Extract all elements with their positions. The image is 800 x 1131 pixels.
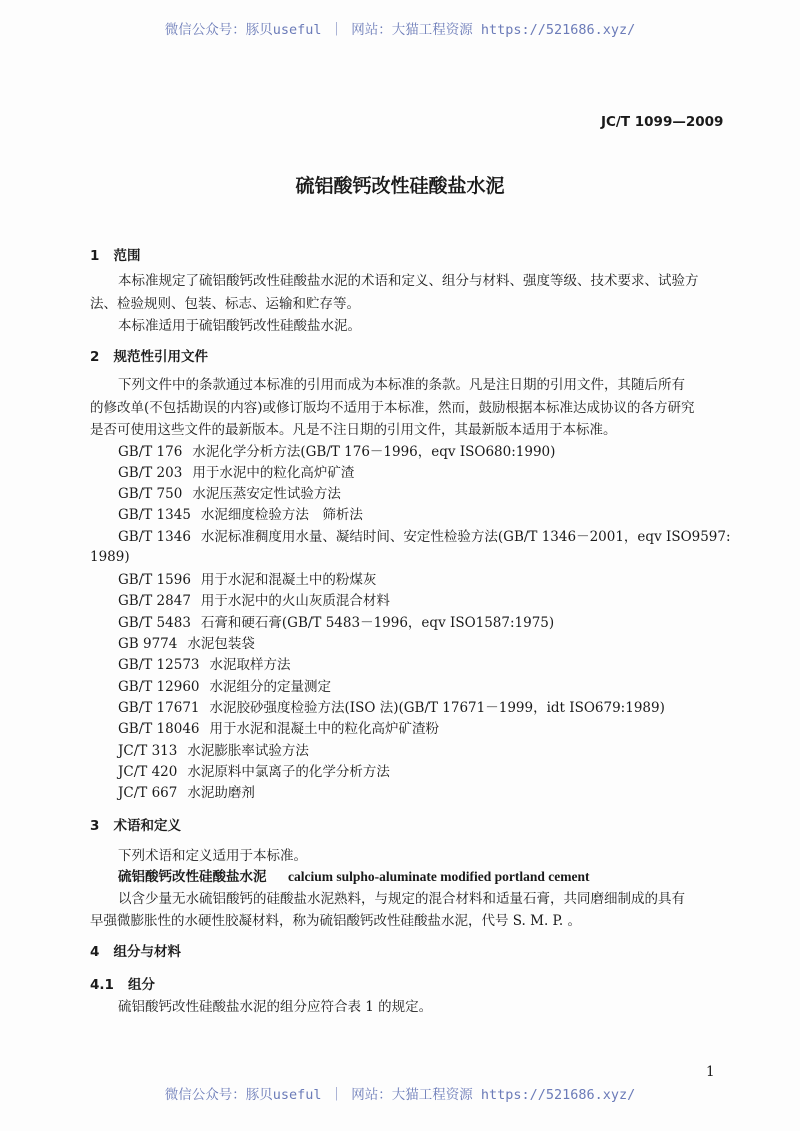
reference-continuation: 1989)	[90, 549, 130, 565]
subsection-4-1-heading: 4.1 组分	[90, 977, 156, 993]
reference-code: GB/T 18046	[118, 721, 200, 737]
standard-number: JC/T 1099—2009	[601, 114, 724, 130]
reference-item	[118, 485, 341, 503]
reference-title: 用于水泥中的粒化高炉矿渣	[192, 465, 355, 481]
reference-item	[118, 784, 255, 802]
reference-title: 水泥包装袋	[187, 636, 255, 652]
reference-code: JC/T 667	[118, 785, 178, 801]
paragraph: 本标准规定了硫铝酸钙改性硅酸盐水泥的术语和定义、组分与材料、强度等级、技术要求、试验方	[118, 273, 699, 289]
reference-item	[118, 635, 255, 653]
reference-title: 用于水泥中的火山灰质混合材料	[200, 593, 390, 609]
reference-title: 水泥原料中氯离子的化学分析方法	[187, 764, 390, 780]
reference-item	[118, 720, 439, 738]
reference-title: 水泥膨胀率试验方法	[187, 743, 309, 759]
reference-code: JC/T 313	[118, 743, 178, 759]
reference-item	[118, 506, 363, 524]
section-1-heading: 1 范围	[90, 248, 141, 264]
reference-item	[118, 443, 555, 461]
reference-title: 水泥标准稠度用水量、凝结时间、安定性检验方法(GB/T 1346－2001，eqv ISO9597:	[200, 529, 731, 545]
paragraph: 的修改单(不包括勘误的内容)或修订版均不适用于本标准，然而，鼓励根据本标准达成协议的各方研究	[90, 400, 695, 416]
term-definition: 早强微膨胀性的水硬性胶凝材料，称为硫铝酸钙改性硅酸盐水泥，代号 S. M. P. 。	[90, 913, 581, 929]
reference-item	[118, 464, 354, 482]
reference-code: GB/T 1345	[118, 507, 191, 523]
section-4-heading: 4 组分与材料	[90, 944, 182, 960]
reference-title: 水泥化学分析方法(GB/T 176－1996，eqv ISO680:1990)	[192, 444, 556, 460]
reference-code: GB/T 176	[118, 444, 183, 460]
term-entry: 硫铝酸钙改性硅酸盐水泥 calcium sulpho-aluminate modified portland cement	[118, 869, 590, 885]
reference-item	[118, 528, 731, 546]
watermark-bottom: 微信公众号：豚贝useful ｜ 网站：大猫工程资源 https://521686.xyz/	[164, 1087, 636, 1103]
reference-code: GB/T 1346	[118, 529, 191, 545]
reference-code: GB/T 750	[118, 486, 183, 502]
reference-code: GB 9774	[118, 636, 178, 652]
page-title: 硫铝酸钙改性硅酸盐水泥	[295, 175, 505, 197]
reference-code: GB/T 5483	[118, 615, 191, 631]
term-definition: 以含少量无水硫铝酸钙的硅酸盐水泥熟料，与规定的混合材料和适量石膏，共同磨细制成的具有	[118, 891, 685, 907]
paragraph: 是否可使用这些文件的最新版本。凡是不注日期的引用文件，其最新版本适用于本标准。	[90, 422, 617, 438]
reference-code: GB/T 12960	[118, 679, 200, 695]
reference-title: 用于水泥和混凝土中的粉煤灰	[200, 572, 377, 588]
reference-title: 石膏和硬石膏(GB/T 5483－1996，eqv ISO1587:1975)	[200, 615, 555, 631]
reference-item	[118, 763, 390, 781]
reference-title: 水泥组分的定量测定	[209, 679, 331, 695]
paragraph: 下列文件中的条款通过本标准的引用而成为本标准的条款。凡是注日期的引用文件，其随后所有	[118, 377, 685, 393]
page-number: 1	[706, 1064, 715, 1080]
reference-item	[118, 614, 554, 632]
reference-item	[118, 592, 390, 610]
reference-title: 水泥压蒸安定性试验方法	[192, 486, 341, 502]
paragraph: 法、检验规则、包装、标志、运输和贮存等。	[90, 296, 360, 312]
paragraph: 本标准适用于硫铝酸钙改性硅酸盐水泥。	[118, 318, 361, 334]
reference-code: GB/T 12573	[118, 657, 200, 673]
reference-code: GB/T 1596	[118, 572, 191, 588]
section-2-heading: 2 规范性引用文件	[90, 349, 209, 365]
reference-code: GB/T 17671	[118, 700, 200, 716]
reference-title: 用于水泥和混凝土中的粒化高炉矿渣粉	[209, 721, 439, 737]
reference-item	[118, 742, 309, 760]
section-3-heading: 3 术语和定义	[90, 818, 182, 834]
reference-item	[118, 656, 291, 674]
watermark-top: 微信公众号：豚贝useful ｜ 网站：大猫工程资源 https://521686.xyz/	[164, 22, 636, 38]
reference-item	[118, 571, 376, 589]
reference-title: 水泥胶砂强度检验方法(ISO 法)(GB/T 17671－1999，idt ISO679:1989)	[209, 700, 665, 716]
reference-title: 水泥取样方法	[209, 657, 291, 673]
reference-title: 水泥助磨剂	[187, 785, 255, 801]
reference-code: JC/T 420	[118, 764, 178, 780]
reference-item	[118, 678, 331, 696]
reference-title: 水泥细度检验方法 筛析法	[200, 507, 363, 523]
reference-code: GB/T 2847	[118, 593, 191, 609]
paragraph: 下列术语和定义适用于本标准。	[118, 848, 307, 864]
reference-code: GB/T 203	[118, 465, 183, 481]
paragraph: 硫铝酸钙改性硅酸盐水泥的组分应符合表 1 的规定。	[118, 999, 433, 1015]
reference-item	[118, 699, 665, 717]
